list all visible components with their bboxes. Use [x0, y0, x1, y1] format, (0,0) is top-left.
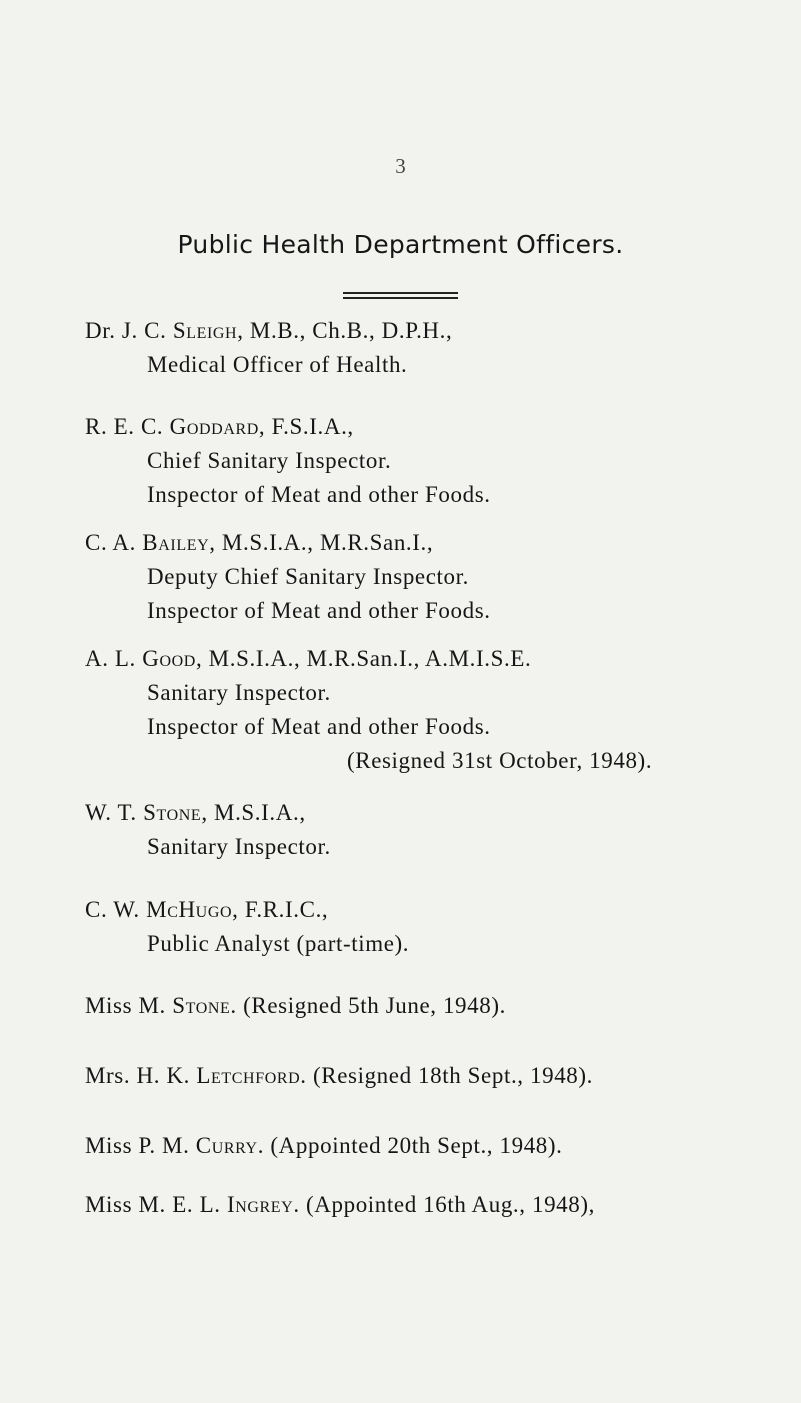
officer-sleigh-heading: [85, 318, 452, 344]
officer-qualifications: , M.S.I.A.,: [201, 800, 306, 825]
officer-stone-heading: [85, 800, 306, 826]
officer-initials: W. T.: [85, 800, 137, 825]
officer-qualifications: , M.S.I.A., M.R.San.I.,: [209, 530, 434, 555]
officer-good-heading: [85, 646, 531, 672]
staff-note: (Appointed 16th Aug., 1948),: [306, 1192, 595, 1217]
officer-bailey-heading: [85, 530, 433, 556]
officer-role: Inspector of Meat and other Foods.: [147, 714, 491, 739]
officer-initials: Dr. J. C.: [85, 318, 167, 343]
staff-prefix: Miss P. M.: [85, 1133, 190, 1158]
staff-surname: Ingrey.: [226, 1192, 300, 1217]
officer-surname: Goddard: [169, 414, 259, 439]
title-underline-top: [343, 292, 458, 294]
officer-mchugo-heading: [85, 897, 328, 923]
officer-role: Inspector of Meat and other Foods.: [147, 482, 491, 507]
officer-surname: McHugo: [146, 897, 233, 922]
staff-entry-ingrey: [85, 1192, 595, 1218]
officer-role: Inspector of Meat and other Foods.: [147, 598, 491, 623]
officer-qualifications: , M.B., Ch.B., D.P.H.,: [237, 318, 453, 343]
officer-initials: C. W.: [85, 897, 140, 922]
title-underline-bottom: [343, 297, 458, 299]
staff-entry-letchford: [85, 1063, 593, 1089]
officer-role: Sanitary Inspector.: [147, 680, 331, 705]
staff-surname: Curry.: [195, 1133, 265, 1158]
staff-entry-stone: [85, 993, 506, 1019]
officer-role: Deputy Chief Sanitary Inspector.: [147, 564, 469, 589]
officer-role: Sanitary Inspector.: [147, 834, 331, 859]
officer-status-note: (Resigned 31st October, 1948).: [347, 748, 653, 773]
staff-surname: Stone.: [172, 993, 237, 1018]
officer-role: Chief Sanitary Inspector.: [147, 448, 392, 473]
officer-goddard-heading: [85, 414, 354, 440]
staff-prefix: Mrs. H. K.: [85, 1063, 191, 1088]
officer-qualifications: , F.S.I.A.,: [258, 414, 354, 439]
officer-surname: Stone: [143, 800, 202, 825]
officer-initials: A. L.: [85, 646, 136, 671]
staff-note: (Resigned 18th Sept., 1948).: [313, 1063, 594, 1088]
officer-surname: Sleigh: [172, 318, 238, 343]
officer-qualifications: , F.R.I.C.,: [232, 897, 329, 922]
officer-surname: Bailey: [142, 530, 210, 555]
officer-role: Medical Officer of Health.: [147, 352, 408, 377]
staff-note: (Appointed 20th Sept., 1948).: [270, 1133, 563, 1158]
officer-role: Public Analyst (part-time).: [147, 931, 410, 956]
officer-qualifications: , M.S.I.A., M.R.San.I., A.M.I.S.E.: [195, 646, 532, 671]
page-title: Public Health Department Officers.: [177, 230, 624, 259]
staff-entry-curry: [85, 1133, 563, 1159]
page-number: 3: [395, 154, 406, 178]
officer-initials: R. E. C.: [85, 414, 164, 439]
officer-initials: C. A.: [85, 530, 136, 555]
staff-note: (Resigned 5th June, 1948).: [243, 993, 506, 1018]
staff-surname: Letchford.: [196, 1063, 307, 1088]
staff-prefix: Miss M. E. L.: [85, 1192, 221, 1217]
officer-surname: Good: [142, 646, 196, 671]
staff-prefix: Miss M.: [85, 993, 166, 1018]
